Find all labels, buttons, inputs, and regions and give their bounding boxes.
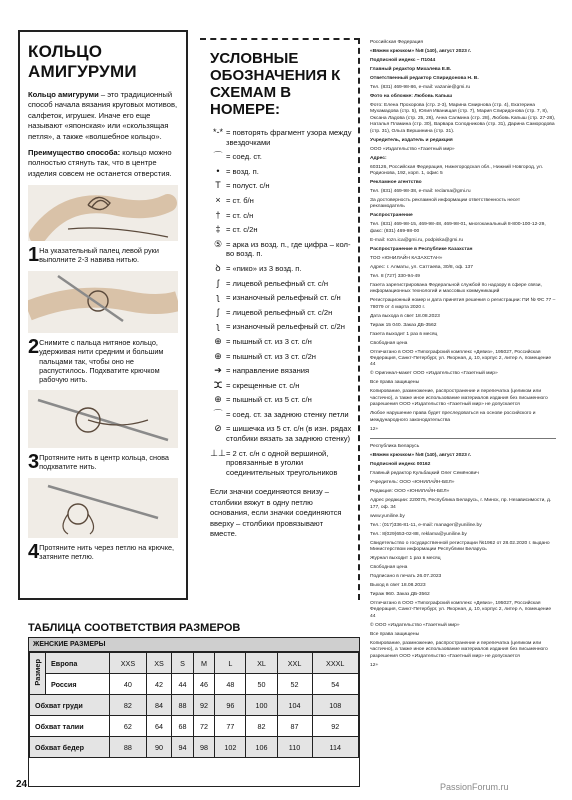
symbols-title: УСЛОВНЫЕ ОБОЗНАЧЕНИЯ К СХЕМАМ В НОМЕРЕ: (210, 50, 341, 118)
symbol-glyph-icon: ⌒ (213, 408, 223, 419)
symbol-glyph-icon: *-* (212, 127, 223, 137)
imprint-line: Подписано в печать 26.07.2023 (370, 573, 442, 579)
step-4 (28, 542, 178, 562)
imprint-line: Журнал выходит 1 раз в месяц (370, 555, 441, 561)
size-table-subtitle: ЖЕНСКИЕ РАЗМЕРЫ (29, 638, 359, 652)
table-cell: 108 (312, 695, 359, 716)
symbol-glyph-icon: ⑤ (213, 238, 223, 249)
imprint-line: Учредитель, издатель и редакция (370, 137, 453, 143)
symbol-row (210, 264, 358, 274)
imprint-line: Ответственный редактор Спиридонова Н. В. (370, 76, 479, 81)
step-3 (28, 452, 178, 472)
hand-yarn-illustration-3 (28, 390, 178, 448)
symbol-row (210, 424, 358, 443)
imprint-line: © Оригинал-макет ООО «Издательство «Газетный мир» (370, 371, 498, 377)
imprint-line: Выход в свет 18.08.2023 (370, 582, 426, 588)
symbol-row (210, 167, 358, 177)
imprint-line: Распространение в Республике Казахстан (370, 246, 473, 252)
imprint-column (370, 40, 556, 672)
table-cell: 46 (193, 674, 215, 695)
symbol-description: = изнаночный рельефный ст. с/2н (226, 322, 345, 332)
symbol-glyph-icon: ⊕ (214, 350, 222, 361)
size-label-cell (30, 653, 46, 695)
symbol-description: = пышный ст. из 3 ст. с/н (226, 336, 312, 346)
imprint-line: Республика Беларусь (370, 444, 420, 450)
table-cell: 114 (312, 737, 359, 758)
table-cell: 90 (146, 737, 171, 758)
table-cell: 92 (312, 716, 359, 737)
table-cell: 92 (193, 695, 215, 716)
symbol-glyph-icon: ⊕ (214, 335, 222, 346)
symbol-description: = соед. ст. (226, 152, 262, 162)
ring-advantage (28, 148, 178, 179)
imprint-line: Главный редактор Михалева Е.В. (370, 67, 452, 72)
table-cell: 94 (172, 737, 194, 758)
table-cell: 62 (110, 716, 147, 737)
symbol-description: = «пико» из 3 возд. п. (226, 263, 302, 273)
ring-intro (28, 90, 178, 142)
hand-yarn-illustration-2 (28, 271, 178, 333)
symbol-description: = соед. ст. за заднюю стенку петли (226, 409, 349, 419)
imprint-line: Фото на обложке: Любовь Капыш (370, 94, 453, 99)
step-3-text: Протяните нить в центр кольца, снова подхватите нить. (39, 453, 169, 472)
symbol-description: = направление вязания (226, 366, 310, 376)
symbol-glyph-icon: ⵋ (213, 379, 223, 390)
imprint-line: ТОО «ЮНИЛАЙН КАЗАХСТАН» (370, 255, 443, 261)
size-label: Размер (33, 659, 42, 686)
hand-yarn-illustration-1 (28, 185, 178, 241)
table-cell: L (215, 653, 246, 674)
table-cell: 87 (277, 716, 312, 737)
symbol-row (210, 293, 358, 303)
symbol-description: = полуст. с/н (226, 181, 270, 191)
symbol-glyph-icon: T (215, 180, 221, 191)
imprint-line: Все права защищены (370, 380, 420, 386)
table-cell: 106 (246, 737, 277, 758)
symbol-row (210, 352, 358, 362)
symbol-row (210, 196, 358, 206)
symbol-glyph-icon: ʃ (217, 306, 219, 317)
imprint-line: Свидетельство о государственной регистрации №1962 от 28.02.2020 г. выдано Министерством информации Республики Беларусь (370, 540, 550, 552)
step-4-number: 4 (28, 541, 40, 564)
table-cell: 44 (172, 674, 194, 695)
symbol-row (210, 128, 358, 147)
size-table-title: ТАБЛИЦА СООТВЕТСТВИЯ РАЗМЕРОВ (28, 622, 241, 634)
imprint-line: Газета выходит 1 раз в месяц (370, 331, 438, 337)
step-4-text: Протяните нить через петлю на крючке, затяните петлю. (39, 543, 175, 562)
table-cell: 88 (172, 695, 194, 716)
imprint-line: Любое нарушение права будет преследоваться на основе российского и международного законодательства (370, 411, 536, 423)
amigurumi-ring-panel (18, 30, 188, 600)
imprint-line: Подписной индекс – П1044 (370, 58, 436, 63)
table-cell: 72 (193, 716, 215, 737)
table-cell: XXL (277, 653, 312, 674)
symbols-legend (200, 38, 360, 600)
imprint-line: Адрес редакции: 220075, Республика Беларусь, г. Минск, пр. Независимости, д. 177, оф. 34 (370, 498, 552, 510)
table-cell: 104 (277, 695, 312, 716)
table-cell: 102 (215, 737, 246, 758)
imprint-line: Редакция: ООО «ЮНИЛАЙН-БЕЛ» (370, 489, 450, 495)
symbol-description: = скрещенные ст. с/н (226, 380, 300, 390)
table-cell: 98 (193, 737, 215, 758)
symbol-row (210, 279, 358, 289)
imprint-line: Свободная цена (370, 564, 408, 570)
ring-intro-text: – это традиционный способ начала вязания круговых мотивов, салфеток, игрушек. Иначе его еще называют «японская» или «скользящая петля», а также «волшебное кольцо». (28, 90, 178, 141)
imprint-belarus (370, 444, 556, 669)
step-3-photo (28, 390, 178, 448)
symbols-footer: Если значки соединяются внизу – столбики вяжут в одну петлю основания, если значки соединяются вверху – столбики провязывают вместе. (210, 487, 342, 539)
row-label: Европа (46, 653, 110, 674)
imprint-line: Тел. (831) 469-98-38, e-mail: reclama@gmi.ru (370, 189, 471, 195)
step-1-text: На указательный палец левой руки выполните 2-3 навива нитью. (39, 246, 159, 265)
symbol-glyph-icon: † (215, 209, 221, 220)
ring-intro-bold: Кольцо амигуруми (28, 90, 99, 99)
table-cell: XXS (110, 653, 147, 674)
imprint-line: 603126, Российская Федерация, Нижегородская обл., Нижний Новгород, ул. Родионова, 192, корп. 1, офис 5 (370, 164, 544, 177)
row-label: Обхват груди (30, 695, 110, 716)
row-label: Обхват бедер (30, 737, 110, 758)
symbol-glyph-icon: ⊕ (214, 394, 222, 405)
table-cell: 68 (172, 716, 194, 737)
symbol-row (210, 449, 358, 478)
step-2-number: 2 (28, 336, 40, 359)
symbol-description: = изнаночный рельефный ст. с/н (226, 293, 341, 303)
imprint-line: Главный редактор Кульбацкий Олег Семёнович (370, 471, 479, 477)
symbol-description: = лицевой рельефный ст. с/2н (226, 307, 333, 317)
symbol-glyph-icon: ʅ (217, 321, 219, 332)
imprint-line: Регистрационный номер и дата принятия решения о регистрации: ПИ № ФС 77 – 78079 от 4 марта 2020 г. (370, 298, 556, 310)
table-cell: 84 (146, 695, 171, 716)
symbol-description: = шишечка из 5 ст. с/н (в изн. рядах столбики вязать за заднюю стенку) (226, 424, 352, 444)
table-row (30, 716, 359, 737)
table-row (30, 737, 359, 758)
table-cell: M (193, 653, 215, 674)
table-cell: XXXL (312, 653, 359, 674)
symbol-description: = лицевой рельефный ст. с/н (226, 278, 329, 288)
symbol-glyph-icon: ➔ (214, 365, 222, 376)
step-3-number: 3 (28, 451, 40, 474)
hand-yarn-illustration-4 (28, 478, 178, 538)
imprint-line: www.yuniline.by (370, 513, 405, 519)
imprint-line: © ООО «Издательство «Газетный мир» (370, 622, 460, 628)
imprint-line: E-mail: rozn.ica@gmi.ru, podpiska@gmi.ru (370, 237, 464, 243)
imprint-russia (370, 40, 556, 433)
table-cell: 50 (246, 674, 277, 695)
table-cell: 77 (215, 716, 246, 737)
row-label: Россия (46, 674, 110, 695)
table-cell: 52 (277, 674, 312, 695)
table-cell: S (172, 653, 194, 674)
imprint-line: Отпечатано в ООО «Типографский комплекс «Девиз», 195027, Российская Федерация, Санкт-Петербург, ул. Якорная, д. 10, корпус 2, литер А, помещение 44 (370, 600, 552, 619)
imprint-line: «Вяжем крючком» №8 (140), август 2023 г. (370, 453, 472, 459)
imprint-line: Газета зарегистрирована Федеральной службой по надзору в сфере связи, информационных технологий и массовых коммуникаций (370, 282, 542, 295)
symbol-row (210, 322, 358, 332)
imprint-line: 12+ (370, 426, 379, 432)
symbol-row (210, 366, 358, 376)
symbol-glyph-icon: ‡ (215, 224, 221, 235)
symbol-row (210, 395, 358, 405)
symbol-glyph-icon: ⊥⊥ (210, 447, 226, 458)
imprint-line: Все права защищены (370, 631, 420, 637)
imprint-divider (370, 438, 556, 439)
ring-advantage-bold: Преимущество способа: (28, 148, 121, 158)
table-row (30, 674, 359, 695)
symbol-glyph-icon: ʃ (217, 277, 219, 288)
step-1-number: 1 (28, 244, 40, 267)
symbol-row (210, 211, 358, 221)
symbol-row (210, 181, 358, 191)
imprint-line: Дата выхода в свет 18.08.2023 (370, 313, 440, 319)
row-label: Обхват талии (30, 716, 110, 737)
table-cell: 48 (215, 674, 246, 695)
imprint-line: Адрес: (370, 155, 387, 161)
table-cell: 82 (110, 695, 147, 716)
table-cell: 40 (110, 674, 147, 695)
table-cell: 64 (146, 716, 171, 737)
table-cell: 54 (312, 674, 359, 695)
imprint-line: Адрес: г. Алматы, ул. Саттаева, 30/8, оф. 137 (370, 264, 473, 270)
table-cell: 88 (110, 737, 147, 758)
symbol-row (210, 308, 358, 318)
imprint-line: Тираж 960. Заказ ДБ-3562 (370, 591, 430, 597)
symbol-glyph-icon: ꝺ (215, 262, 221, 273)
table-cell: XS (146, 653, 171, 674)
symbol-glyph-icon: • (216, 165, 220, 176)
imprint-line: Фото: Елена Прохорова (стр. 2-3), Марина Смирнова (стр. 4), Екатерина Мухамадова (стр. 5), Юлия Иванищая (стр. 7), Мария Спиридонова (стр. 7, 8), Оксана Ладова (стр. 25, 26), Анна Салмина (стр. 28), Любовь Капыш (стр. 27-28), Наталья Пламина (стр. 30), Варвара Солодникова (стр. 31), Дарина Самородова (стр. 31), Ольга Вершинина (стр. 31). (370, 103, 556, 134)
table-cell: XL (246, 653, 277, 674)
ring-advantage-text: кольцо можно полностью стянуть так, что в центре изделия совсем не останется отверстия. (28, 148, 172, 178)
symbol-row (210, 240, 358, 259)
imprint-line: Тел. (831) 469-98-15, 469-98-48, 469-98-01, многоканальный 8-800-100-12-29, факс: (831) 469-98-00 (370, 222, 546, 234)
symbol-description: = арка из возд. п., где цифра – кол-во возд. п. (226, 239, 351, 259)
symbol-description: = возд. п. (226, 166, 259, 176)
imprint-line: Рекламное агентство (370, 180, 422, 186)
imprint-line: За достоверность рекламной информации ответственность несет рекламодатель (370, 198, 521, 210)
imprint-line: Тел.: 8(029)653-02-88, reklama@yuniline.by (370, 531, 467, 537)
symbol-description: = повторять фрагмент узора между звездочками (226, 128, 352, 147)
symbol-row (210, 225, 358, 235)
size-grid (29, 652, 359, 758)
table-cell: 110 (277, 737, 312, 758)
symbol-glyph-icon: × (215, 194, 221, 205)
symbol-description: = 2 ст. с/н с одной вершиной, провязанные в уголки соединительных треугольников (226, 448, 338, 477)
symbol-description: = ст. с/н (226, 210, 254, 220)
imprint-line: Подписной индекс 00162 (370, 462, 431, 468)
step-2 (28, 337, 178, 384)
imprint-line: Распространение (370, 213, 413, 219)
imprint-line: «Вяжем крючком» №8 (140), август 2023 г. (370, 49, 472, 54)
imprint-line: Отпечатано в ООО «Типографский комплекс «Девиз», 195027, Российская Федерация, Санкт-Петербург, ул. Якорная, д. 10, корпус 2, литер А, помещение 44 (370, 349, 552, 368)
symbol-description: = пышный ст. из 3 ст. с/2н (226, 351, 317, 361)
step-2-photo (28, 271, 178, 333)
page-number: 24 (16, 779, 28, 790)
imprint-line: ООО «Издательство «Газетный мир» (370, 146, 455, 152)
imprint-line: Тел. (831) 469-98-86, e-mail: vazanie@gmi.ru (370, 85, 471, 90)
table-cell: 96 (215, 695, 246, 716)
step-4-photo (28, 478, 178, 538)
watermark: PassionForum.ru (440, 782, 509, 792)
symbol-description: = ст. с/2н (226, 225, 258, 235)
step-1-photo (28, 185, 178, 241)
table-cell: 100 (246, 695, 277, 716)
imprint-line: Свободная цена (370, 340, 408, 346)
table-row (30, 653, 359, 674)
imprint-line: Российская Федерация (370, 40, 424, 45)
symbols-list (210, 128, 358, 477)
table-row (30, 695, 359, 716)
symbol-row (210, 410, 358, 420)
imprint-line: Тел.: (017)336-81-11, e-mail: manager@yuniline.by (370, 522, 482, 528)
imprint-line: Тел. 8 (727) 330-94-49 (370, 273, 420, 279)
symbol-glyph-icon: ⊘ (214, 423, 222, 434)
symbol-glyph-icon: ⌒ (213, 151, 223, 162)
table-cell: 42 (146, 674, 171, 695)
imprint-line: Учредитель: ООО «ЮНИЛАЙН-БЕЛ» (370, 480, 455, 486)
ring-title: КОЛЬЦО АМИГУРУМИ (28, 42, 137, 81)
step-2-text: Снимите с пальца нитяное кольцо, удерживая нити средним и большим пальцами так, чтобы оно не распустилось. Подхватите крючком рабочую нить. (39, 338, 164, 385)
imprint-line: 12+ (370, 662, 379, 668)
imprint-line: Копирование, размножение, распространение и перепечатка (целиком или частично), а также иное использование материалов издания без письменного разрешения ООО «Издательство «Газетный мир» не допускается (370, 640, 548, 659)
symbol-description: = ст. б/н (226, 195, 254, 205)
step-1 (28, 245, 178, 265)
symbol-description: = пышный ст. из 5 ст. с/н (226, 395, 312, 405)
symbol-row (210, 152, 358, 162)
symbol-row (210, 337, 358, 347)
imprint-line: Тираж 15 040. Заказ ДБ-3562 (370, 322, 437, 328)
symbol-glyph-icon: ʅ (217, 292, 219, 303)
table-cell: 82 (246, 716, 277, 737)
symbol-row (210, 381, 358, 391)
imprint-line: Копирование, размножение, распространение и перепечатка (целиком или частично), а также иное использование материалов издания без письменного разрешения ООО «Издательство «Газетный мир» не допускается (370, 389, 548, 408)
size-table (28, 637, 360, 787)
